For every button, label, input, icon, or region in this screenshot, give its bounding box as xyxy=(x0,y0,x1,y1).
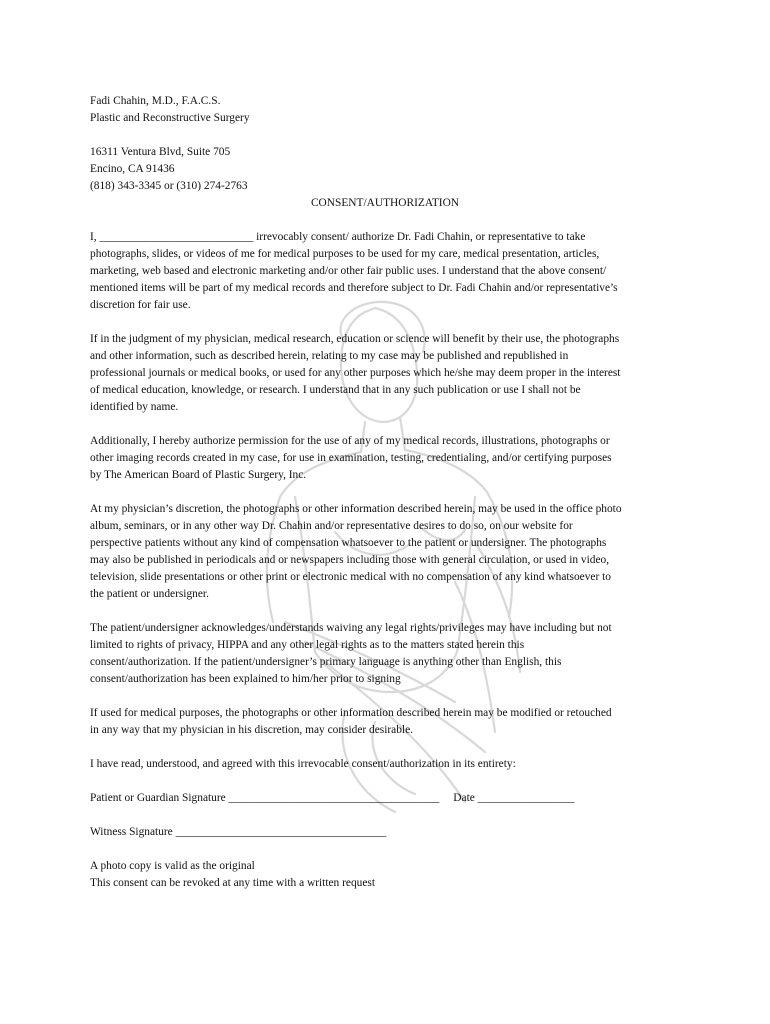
document-title: CONSENT/AUTHORIZATION xyxy=(310,197,460,209)
witness-signature-row xyxy=(90,824,690,841)
paragraph-consent: I, ___________________________ irrevocably consent/ authorize Dr. Fadi Chahin, or representative to take photographs, slides, or videos of me for medical purposes to be used for my care, medical presentation, articles, marketing, web based and electronic marketing and/or other fair public uses. I understand that the above consent/ mentioned items will be part of my medical records and therefore subject to Dr. Fadi Chahin and/or representative’s discretion for fair use. xyxy=(90,231,618,311)
physician-specialty: Plastic and Reconstructive Surgery xyxy=(90,112,250,124)
witness-signature-line[interactable]: Witness Signature _____________________________________ xyxy=(90,826,387,838)
phone-numbers: (818) 343-3345 or (310) 274-2763 xyxy=(90,180,248,192)
paragraph-discretion: At my physician’s discretion, the photographs or other information described herein, may be used in the office photo album, seminars, or in any other way Dr. Chahin and/or representative desires to do so, on our website for perspective patients without any kind of compensation whatsoever to the patient or undersigner. The photographs may also be published in periodicals and or newspapers including those with general circulation, or used in video, television, slide presentations or other print or electronic medical with no compensation of any kind whatsoever to the patient or undersigner. xyxy=(90,503,622,600)
date-line[interactable]: Date _________________ xyxy=(453,792,575,804)
physician-name: Fadi Chahin, M.D., F.A.C.S. xyxy=(90,95,221,107)
consent-document xyxy=(90,93,690,892)
photocopy-note: A photo copy is valid as the original xyxy=(90,860,255,872)
paragraph-waiver: The patient/undersigner acknowledges/understands waiving any legal rights/privileges may have including but not limited to rights of privacy, HIPPA and any other legal rights as to the matters stated herein this consent/authorization. If the patient/undersigner’s primary language is anything other than English, this consent/authorization has been explained to him/her prior to signing xyxy=(90,622,612,685)
paragraph-board-authorization: Additionally, I hereby authorize permission for the use of any of my medical records, illustrations, photographs or other imaging records created in my case, for use in examination, testing, credentialing, and/or certifying purposes by The American Board of Plastic Surgery, Inc. xyxy=(90,435,612,481)
patient-signature-row xyxy=(90,790,690,807)
address-line-1: 16311 Ventura Blvd, Suite 705 xyxy=(90,146,231,158)
address-line-2: Encino, CA 91436 xyxy=(90,163,175,175)
paragraph-publication: If in the judgment of my physician, medical research, education or science will benefit by their use, the photographs and other information, such as described herein, relating to my case may be published and republished in professional journals or medical books, or used for any other purposes which he/she may deem proper in the interest of medical education, knowledge, or research. I understand that in any such publication or use I shall not be identified by name. xyxy=(90,333,621,413)
footer-notes xyxy=(90,858,690,892)
paragraph-agreement: I have read, understood, and agreed with this irrevocable consent/authorization in its entirety: xyxy=(90,758,516,770)
revocation-note: This consent can be revoked at any time with a written request xyxy=(90,877,375,889)
paragraph-retouch: If used for medical purposes, the photographs or other information described herein may be modified or retouched in any way that my physician in his discretion, may consider desirable. xyxy=(90,707,612,736)
patient-signature-line[interactable]: Patient or Guardian Signature _____________________________________ xyxy=(90,792,440,804)
